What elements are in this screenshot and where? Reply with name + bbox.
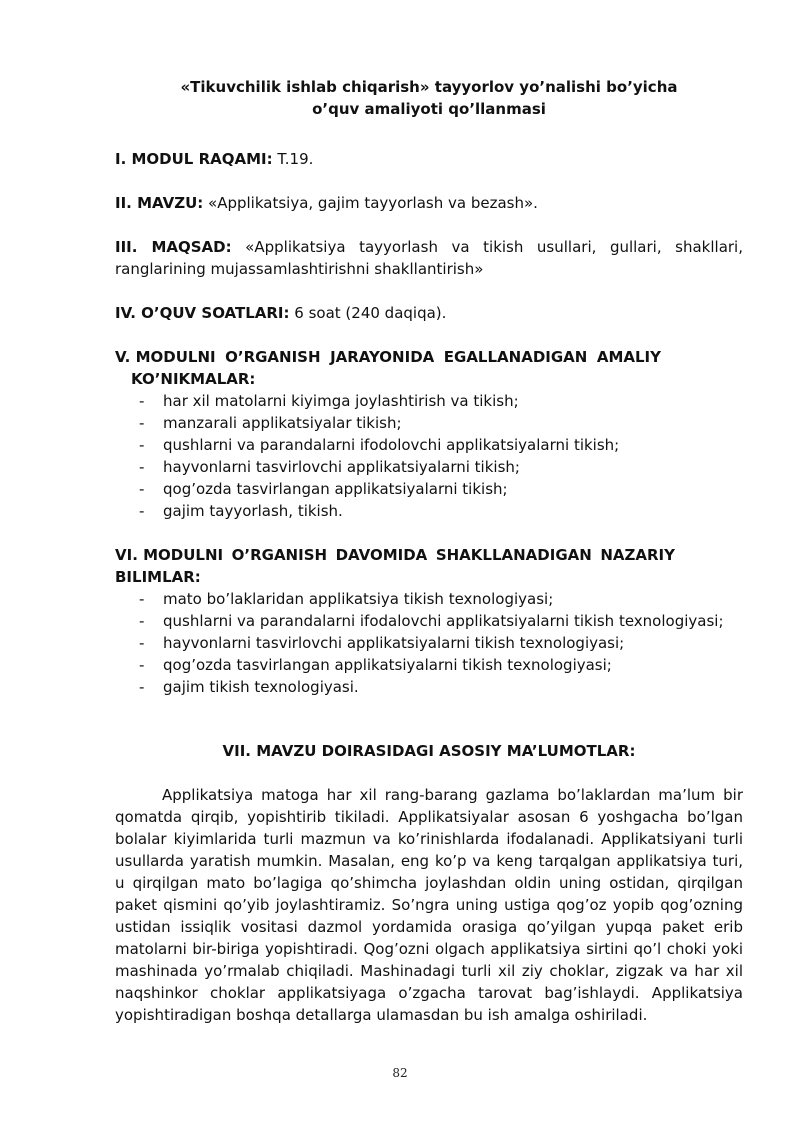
title-line-2: o’quv amaliyoti qo’llanmasi <box>312 100 546 118</box>
knowledge-heading-word: SHAKLLANADIGAN <box>435 546 592 564</box>
list-item: - qog’ozda tasvirlangan applikatsiyalarni tikish; <box>139 480 508 498</box>
list-item: - hayvonlarni tasvirlovchi applikatsiyalarni tikish texnologiyasi; <box>139 634 625 652</box>
skills-heading-word: O’RGANISH <box>225 348 321 366</box>
dash-marker: - <box>139 414 145 432</box>
topic-value: «Applikatsiya, gajim tayyorlash va bezash». <box>203 194 538 212</box>
dash-marker: - <box>139 590 145 608</box>
skills-heading-word: EGALLANADIGAN <box>443 348 588 366</box>
list-item: - har xil matolarni kiyimga joylashtirish va tikish; <box>139 392 519 410</box>
section-goal <box>115 236 743 280</box>
section-hours <box>115 302 743 324</box>
main-info-paragraph: Applikatsiya matoga har xil rang-barang gazlama bo’laklardan ma’lum bir qomatda qirqib, yopishtirib tikiladi. Applikatsiyalar asosan 6 yoshgacha bo’lgan bolalar kiyimlarida turli mazmun va ko’rinishlarda ifodalanadi. Applikatsiyani turli usullarda yaratish mumkin. Masalan, eng ko’p va keng tarqalgan applikatsiya turi, u qirqilgan mato bo’lagiga qo’shimcha joylashdan oldin uning ostidan, qirqilgan paket qismini qo’yib joylashtiramiz. So’ngra uning ustiga qog’oz yopib qog’ozning ustidan issiqlik vositasi dazmol yordamida orasiga qo’yilgan yupqa paket erib matolarni bir-biriga yopishtiradi. Qog’ozni olgach applikatsiya sirtini qo’l choki yoki mashinada yo’rmalab chiqiladi. Mashinadagi turli xil ziy choklar, zigzak va har xil naqshinkor choklar applikatsiyaga o’zgacha tarovat bag’ishlaydi. Applikatsiya yopishtiradigan boshqa detallarga ulamasdan bu ish amalga oshiriladi. <box>115 786 743 1024</box>
hours-value: 6 soat (240 daqiqa). <box>289 304 447 322</box>
knowledge-heading <box>115 544 743 566</box>
list-item: - qog’ozda tasvirlangan applikatsiyalarni tikish texnologiyasi; <box>139 656 612 674</box>
knowledge-heading-word: O’RGANISH <box>231 546 328 564</box>
dash-marker: - <box>139 480 145 498</box>
knowledge-heading-word: NAZARIY <box>600 546 675 564</box>
module-number-value: T.19. <box>272 150 314 168</box>
section-knowledge <box>115 544 743 698</box>
list-item: - gajim tayyorlash, tikish. <box>139 502 343 520</box>
goal-label: III. MAQSAD: <box>115 238 232 256</box>
goal-value: «Applikatsiya tayyorlash va tikish usullari, gullari, shakllari, ranglarining mujassamlashtirishni shakllantirish» <box>115 238 743 278</box>
page-number: 82 <box>392 1066 408 1080</box>
list-item: - qushlarni va parandalarni ifodolovchi applikatsiyalarni tikish; <box>139 436 620 454</box>
knowledge-heading-word: DAVOMIDA <box>335 546 428 564</box>
module-number-label: I. MODUL RAQAMI: <box>115 150 273 168</box>
document-title <box>115 76 743 120</box>
section-module-number <box>115 148 743 170</box>
skills-heading <box>115 346 743 368</box>
list-item: - hayvonlarni tasvirlovchi applikatsiyalarni tikish; <box>139 458 520 476</box>
section-skills <box>115 346 743 522</box>
dash-marker: - <box>139 392 145 410</box>
skills-list <box>115 390 743 522</box>
dash-marker: - <box>139 502 145 520</box>
main-info-heading: VII. MAVZU DOIRASIDAGI ASOSIY MA’LUMOTLAR: <box>222 742 636 760</box>
section-topic <box>115 192 743 214</box>
list-item: - manzarali applikatsiyalar tikish; <box>139 414 402 432</box>
dash-marker: - <box>139 612 145 630</box>
list-item: - mato bo’laklaridan applikatsiya tikish texnologiyasi; <box>139 590 554 608</box>
title-line-1: «Tikuvchilik ishlab chiqarish» tayyorlov yo’nalishi bo’yicha <box>180 78 678 96</box>
hours-label: IV. O’QUV SOATLARI: <box>115 304 290 322</box>
knowledge-heading-continuation: BILIMLAR: <box>115 568 201 586</box>
dash-marker: - <box>139 634 145 652</box>
topic-label: II. MAVZU: <box>115 194 204 212</box>
dash-marker: - <box>139 678 145 696</box>
skills-heading-word: AMALIY <box>596 348 661 366</box>
knowledge-list <box>115 588 743 698</box>
list-item: - gajim tikish texnologiyasi. <box>139 678 359 696</box>
skills-heading-word: JARAYONIDA <box>330 348 435 366</box>
skills-heading-word: V. MODULNI <box>115 348 216 366</box>
dash-marker: - <box>139 458 145 476</box>
dash-marker: - <box>139 436 145 454</box>
skills-heading-continuation: KO’NIKMALAR: <box>131 370 256 388</box>
knowledge-heading-word: VI. MODULNI <box>115 546 224 564</box>
list-item: - qushlarni va parandalarni ifodalovchi applikatsiyalarni tikish texnologiyasi; <box>139 612 724 630</box>
document-page <box>115 76 743 1026</box>
dash-marker: - <box>139 656 145 674</box>
